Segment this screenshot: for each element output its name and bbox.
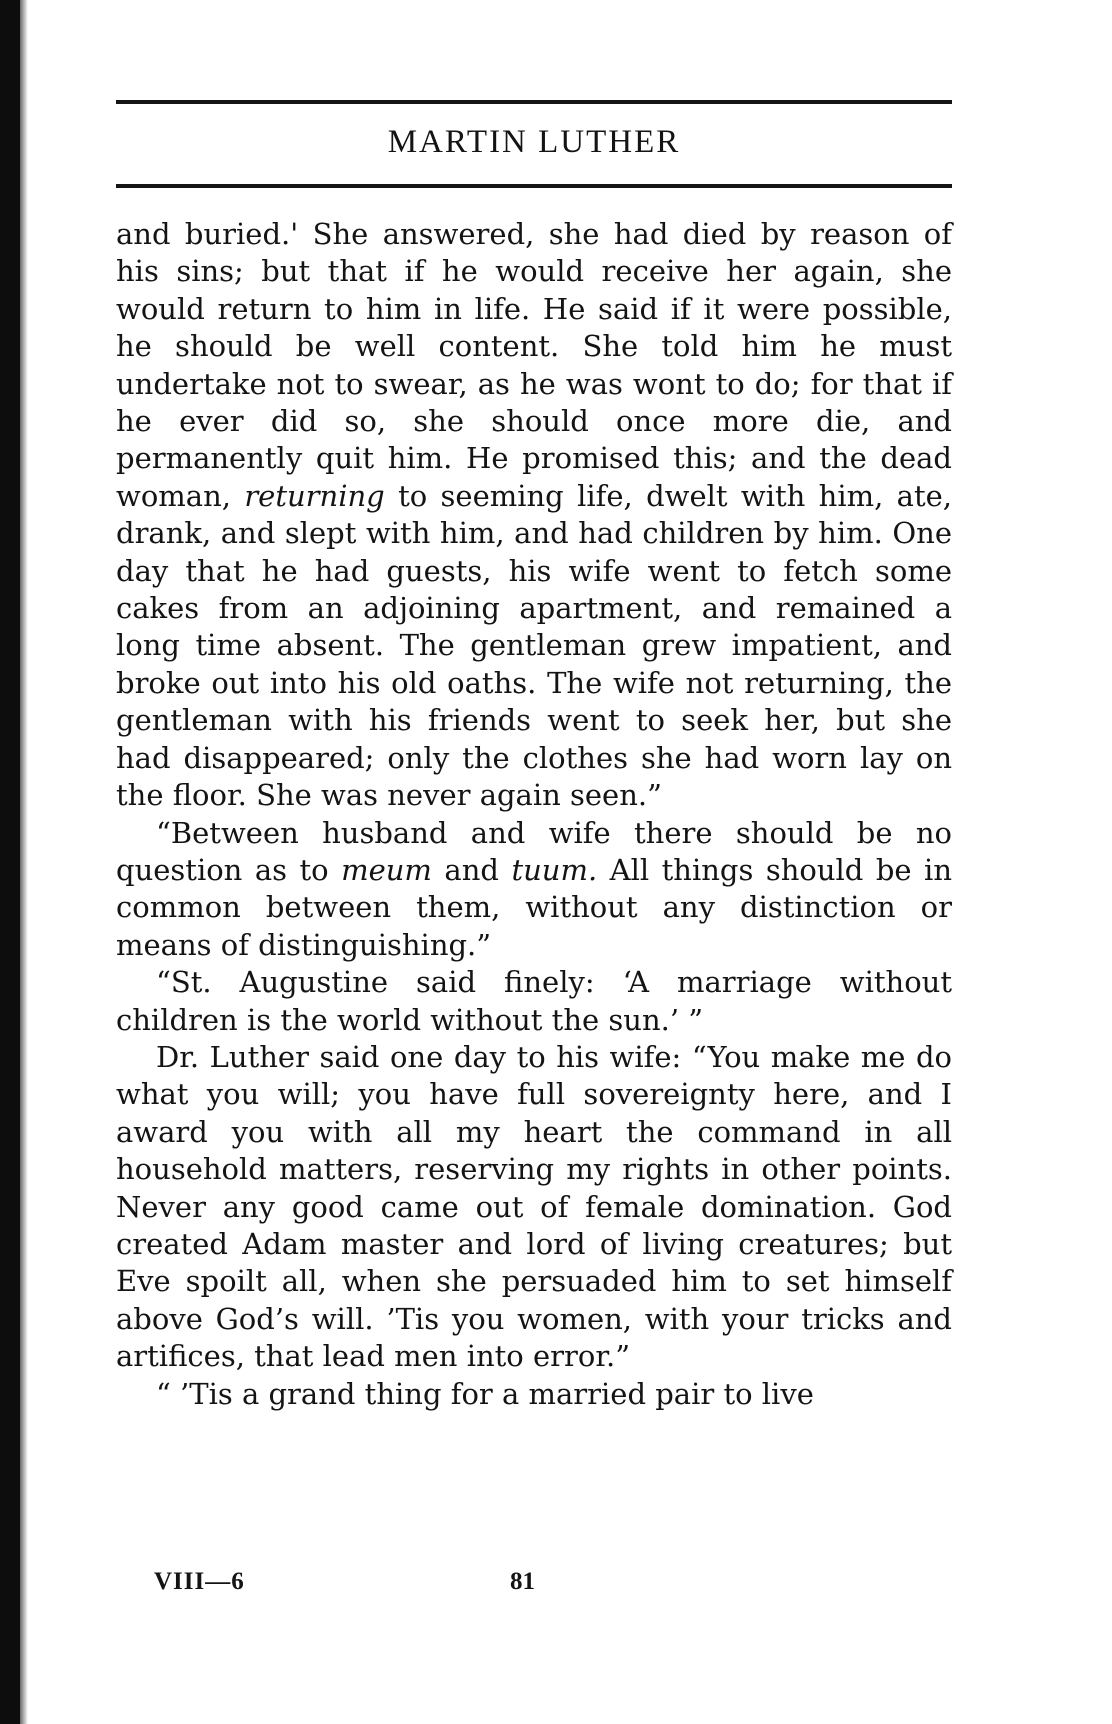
paragraph-2-italic-meum: meum [341, 852, 432, 887]
header-rule-bottom [116, 184, 952, 188]
body-text [116, 216, 952, 1413]
paragraph-2-text-a: “Between husband and wife there should be no question as to [116, 815, 952, 887]
paragraph-3: “St. Augustine said finely: ‘A marriage without children is the world without the sun.’ ” [116, 965, 952, 1037]
header-rule-top [116, 100, 952, 104]
paragraph-2-italic-tuum: tuum. [511, 852, 598, 887]
paragraph-2-text-b: and [431, 852, 512, 887]
running-head-title: MARTIN LUTHER [387, 124, 681, 160]
paragraph-1 [116, 216, 952, 815]
page-footer [116, 1568, 952, 1608]
book-spine-fade [20, 0, 28, 1724]
paragraph-2 [116, 815, 952, 965]
paragraph-5: “ ’Tis a grand thing for a married pair to live [156, 1376, 814, 1411]
signature-mark: VIII—6 [154, 1568, 245, 1595]
paragraph-1-text-b: to seeming life, dwelt with him, ate, drank, and slept with him, and had children by him. One day that he had guests, his wife went to fetch some cakes from an adjoining apartment, and remained a long time absent. The gentleman grew impatient, and broke out into his old oaths. The wife not returning, the gentleman with his friends went to seek her, but she had disappeared; only the clothes she had worn lay on the floor. She was never again seen.” [116, 478, 952, 813]
paragraph-1-italic: returning [244, 478, 385, 513]
page-number: 81 [510, 1568, 535, 1595]
paragraph-1-text-a: and buried.' She answered, she had died by reason of his sins; but that if he would receive her again, she would return to him in life. He said if it were possible, he should be well content. She told him he must undertake not to swear, as he was wont to do; for that if he ever did so, she should once more die, and permanently quit him. He promised this; and the dead woman, [116, 217, 952, 513]
paragraph-4: Dr. Luther said one day to his wife: “You make me do what you will; you have full sovereignty here, and I award you with all my heart the command in all household matters, reserving my rights in other points. Never any good came out of female domination. God created Adam master and lord of living creatures; but Eve spoilt all, when she persuaded him to set himself above God’s will. ’Tis you women, with your tricks and artifices, that lead men into error.” [116, 1039, 952, 1374]
paragraph-2-text-c: All things should be in common between them, without any distinction or means of distinguishing.” [116, 852, 953, 962]
book-spine-shadow [0, 0, 20, 1724]
